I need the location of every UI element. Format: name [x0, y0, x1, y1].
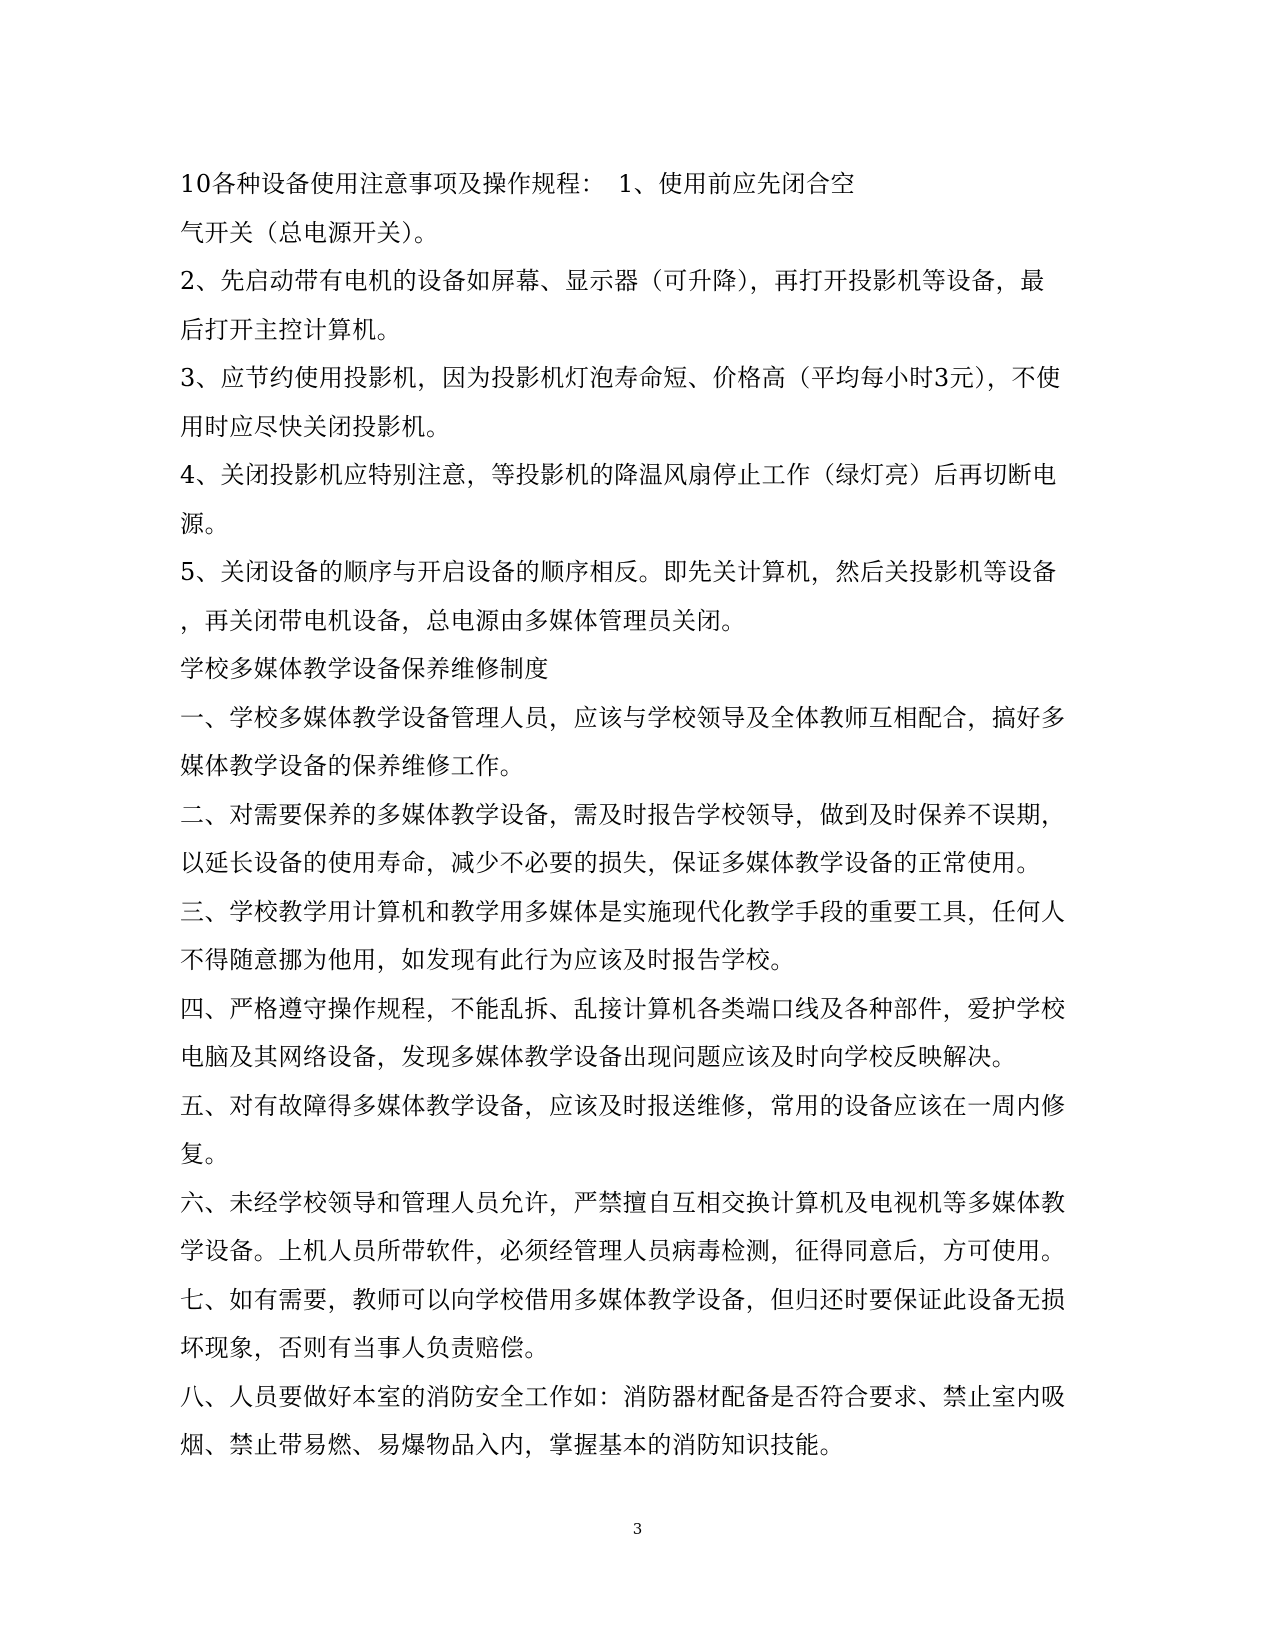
text-line: 以延长设备的使用寿命，减少不必要的损失，保证多媒体教学设备的正常使用。 — [180, 849, 1041, 877]
text-line: 烟、禁止带易燃、易爆物品入内，掌握基本的消防知识技能。 — [180, 1431, 845, 1459]
document-body — [180, 160, 1100, 1470]
text-line: 八、人员要做好本室的消防安全工作如：消防器材配备是否符合要求、禁止室内吸 — [180, 1382, 1066, 1411]
text-line: 不得随意挪为他用，如发现有此行为应该及时报告学校。 — [180, 946, 795, 974]
text-line: 2、先启动带有电机的设备如屏幕、显示器（可升降），再打开投影机等设备，最 — [180, 267, 1045, 295]
text-line: 源。 — [180, 509, 230, 538]
text-line: 10各种设备使用注意事项及操作规程： 1、使用前应先闭合空 — [180, 170, 856, 198]
text-line: 六、未经学校领导和管理人员允许，严禁擅自互相交换计算机及电视机等多媒体教 — [180, 1188, 1066, 1217]
text-line: 后打开主控计算机。 — [180, 315, 402, 344]
section-heading: 学校多媒体教学设备保养维修制度 — [180, 655, 549, 683]
text-line: 5、关闭设备的顺序与开启设备的顺序相反。即先关计算机，然后关投影机等设备 — [180, 558, 1057, 586]
text-line: 媒体教学设备的保养维修工作。 — [180, 752, 525, 780]
text-line: 4、关闭投影机应特别注意，等投影机的降温风扇停止工作（绿灯亮）后再切断电 — [180, 461, 1057, 489]
text-line: 复。 — [180, 1140, 230, 1168]
text-line: 七、如有需要，教师可以向学校借用多媒体教学设备，但归还时要保证此设备无损 — [180, 1285, 1066, 1314]
text-line: ，再关闭带电机设备，总电源由多媒体管理员关闭。 — [180, 606, 746, 635]
text-line: 3、应节约使用投影机，因为投影机灯泡寿命短、价格高（平均每小时3元），不使 — [180, 364, 1061, 392]
text-line: 用时应尽快关闭投影机。 — [180, 412, 451, 441]
text-line: 三、学校教学用计算机和教学用多媒体是实施现代化教学手段的重要工具，任何人 — [180, 897, 1066, 926]
text-line: 气开关（总电源开关）。 — [180, 218, 439, 247]
page-number: 3 — [632, 1520, 643, 1538]
text-line: 四、严格遵守操作规程，不能乱拆、乱接计算机各类端口线及各种部件，爱护学校 — [180, 994, 1066, 1023]
text-line: 电脑及其网络设备，发现多媒体教学设备出现问题应该及时向学校反映解决。 — [180, 1043, 1017, 1071]
text-line: 二、对需要保养的多媒体教学设备，需及时报告学校领导，做到及时保养不误期， — [180, 800, 1066, 829]
text-line: 坏现象，否则有当事人负责赔偿。 — [180, 1334, 549, 1362]
text-line: 一、学校多媒体教学设备管理人员，应该与学校领导及全体教师互相配合，搞好多 — [180, 703, 1066, 732]
text-line: 学设备。上机人员所带软件，必须经管理人员病毒检测，征得同意后，方可使用。 — [180, 1237, 1066, 1265]
text-line: 五、对有故障得多媒体教学设备，应该及时报送维修，常用的设备应该在一周内修 — [180, 1091, 1066, 1120]
